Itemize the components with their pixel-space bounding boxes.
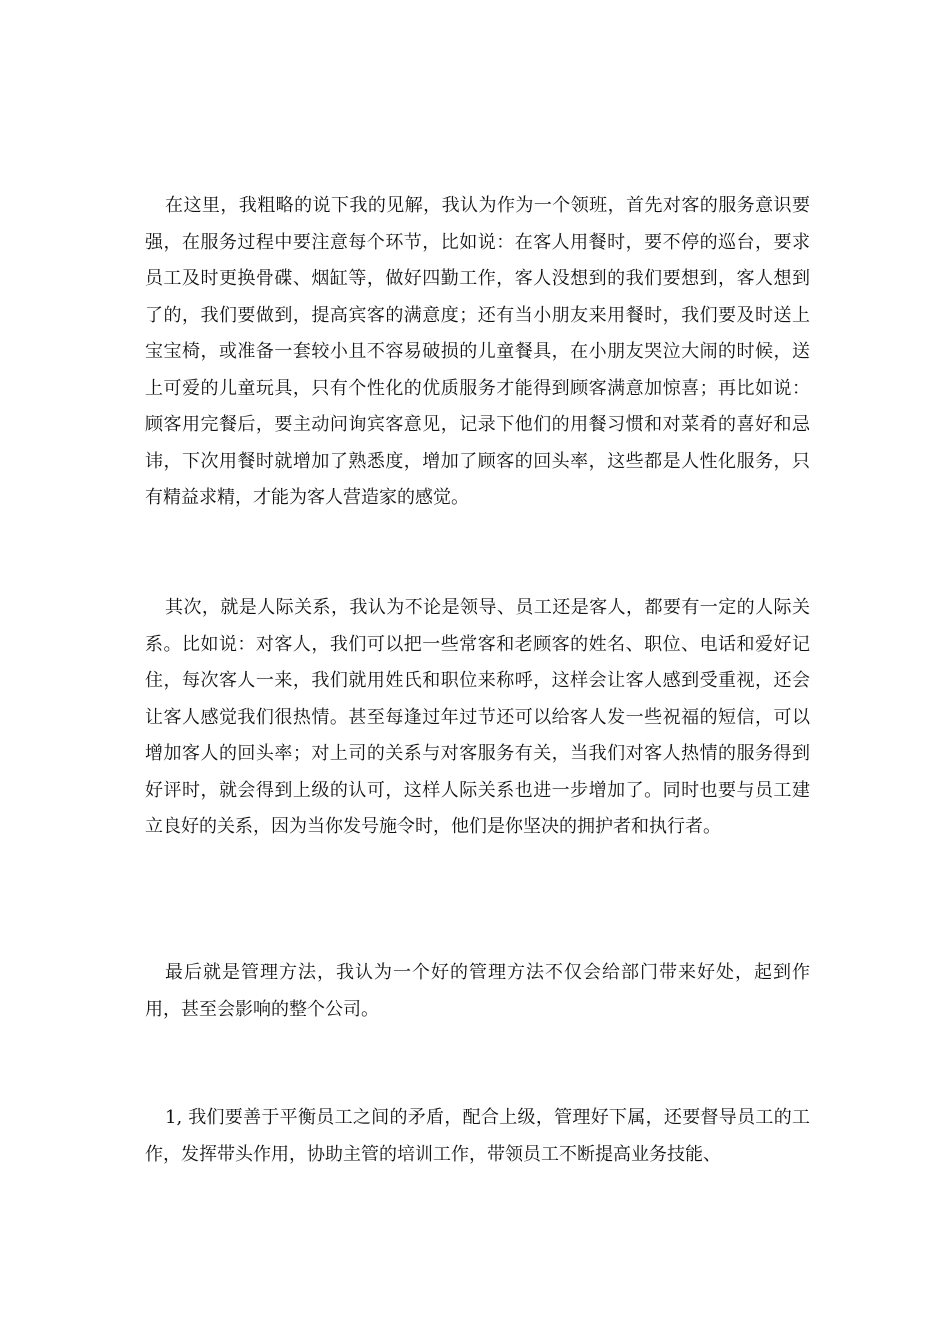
paragraph-management-methods: 最后就是管理方法，我认为一个好的管理方法不仅会给部门带来好处，起到作用，甚至会影响的整个公司。 [145, 962, 810, 1020]
paragraph-point-1: 1, 我们要善于平衡员工之间的矛盾，配合上级，管理好下属，还要督导员工的工作，发挥带头作用，协助主管的培训工作，带领员工不断提高业务技能、 [145, 1107, 810, 1165]
paragraph-service-awareness: 在这里，我粗略的说下我的见解，我认为作为一个领班，首先对客的服务意识要强，在服务过程中要注意每个环节，比如说：在客人用餐时，要不停的巡台，要求员工及时更换骨碟、烟缸等，做好四勤工作，客人没想到的我们要想到，客人想到了的，我们要做到，提高宾客的满意度；还有当小朋友来用餐时，我们要及时送上宝宝椅，或准备一套较小且不容易破损的儿童餐具，在小朋友哭泣大闹的时候，送上可爱的儿童玩具，只有个性化的优质服务才能得到顾客满意加惊喜；再比如说：顾客用完餐后，要主动问询宾客意见，记录下他们的用餐习惯和对菜肴的喜好和忌讳，下次用餐时就增加了熟悉度，增加了顾客的回头率，这些都是人性化服务，只有精益求精，才能为客人营造家的感觉。 [145, 195, 810, 508]
paragraph-interpersonal-relations: 其次，就是人际关系，我认为不论是领导、员工还是客人，都要有一定的人际关系。比如说：对客人，我们可以把一些常客和老顾客的姓名、职位、电话和爱好记住，每次客人一来，我们就用姓氏和职位来称呼，这样会让客人感到受重视，还会让客人感觉我们很热情。甚至每逢过年过节还可以给客人发一些祝福的短信，可以增加客人的回头率；对上司的关系与对客服务有关，当我们对客人热情的服务得到好评时，就会得到上级的认可，这样人际关系也进一步增加了。同时也要与员工建立良好的关系，因为当你发号施令时，他们是你坚决的拥护者和执行者。 [145, 597, 810, 837]
